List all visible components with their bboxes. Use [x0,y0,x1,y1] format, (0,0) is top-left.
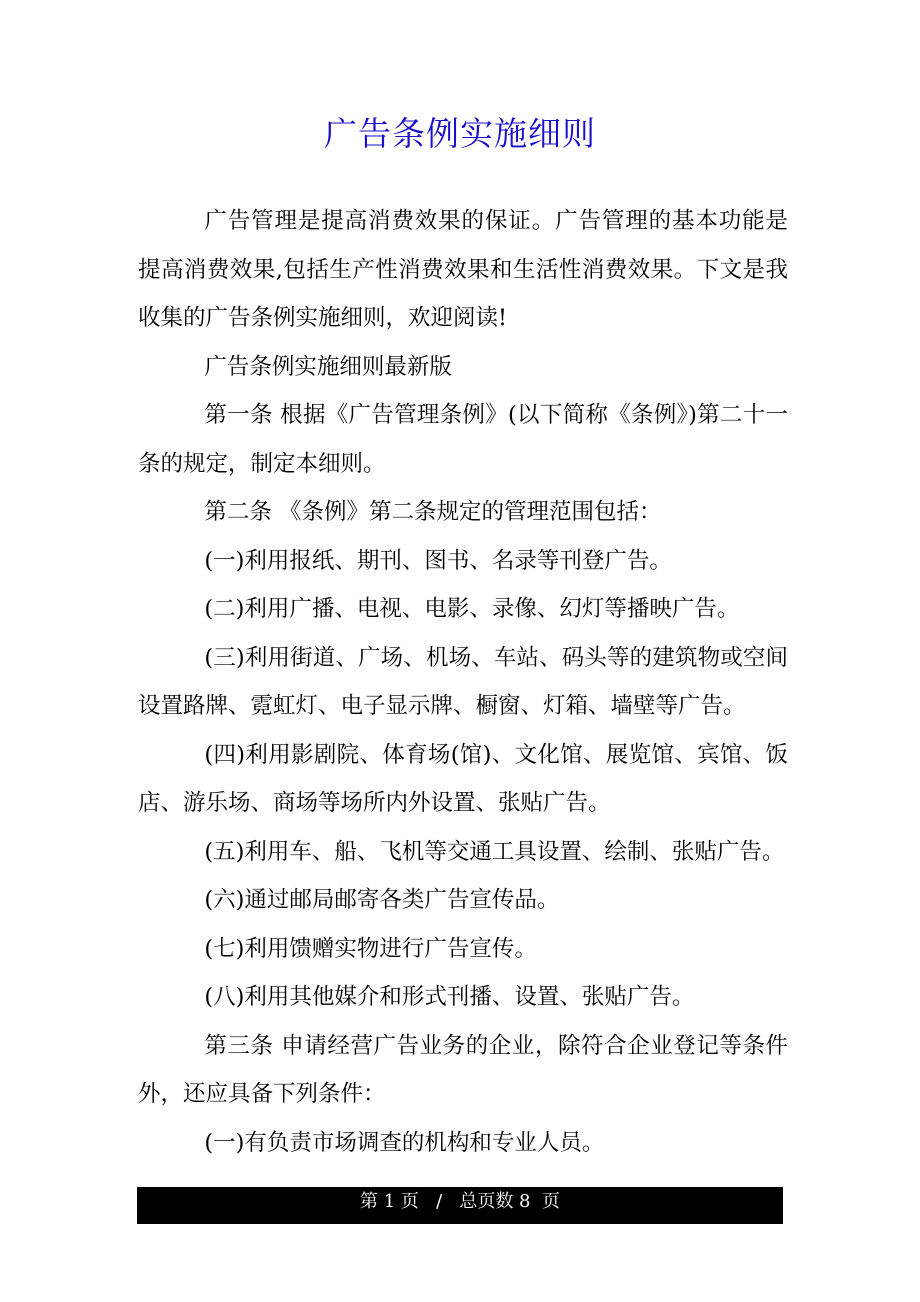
paragraph-item-4: (四)利用影剧院、体育场(馆)、文化馆、展览馆、宾馆、饭店、游乐场、商场等场所内外设置、张贴广告。 [138,741,788,816]
paragraph-subtitle: 广告条例实施细则最新版 [204,353,452,380]
page-footer: 第 1 页 / 总页数 8 页 [137,1187,783,1224]
paragraph-item-6: (六)通过邮局邮寄各类广告宣传品。 [204,887,560,913]
paragraph-article-1: 第一条 根据《广告管理条例》(以下简称《条例》)第二十一条的规定，制定本细则。 [138,402,788,477]
paragraph-item-7: (七)利用馈赠实物进行广告宣传。 [204,935,537,962]
paragraph-intro: 广告管理是提高消费效果的保证。广告管理的基本功能是提高消费效果,包括生产性消费效果和生活性消费效果。下文是我收集的广告条例实施细则，欢迎阅读! [138,208,788,331]
paragraph-item-2: (二)利用广播、电视、电影、录像、幻灯等播映广告。 [204,596,740,622]
paragraph-article-2: 第二条 《条例》第二条规定的管理范围包括： [204,499,662,525]
paragraph-article-3: 第三条 申请经营广告业务的企业，除符合企业登记等条件外，还应具备下列条件： [138,1032,788,1107]
paragraph-item-8: (八)利用其他媒介和形式刊播、设置、张贴广告。 [204,984,695,1010]
document-body [138,197,788,1167]
paragraph-item-3: (三)利用街道、广场、机场、车站、码头等的建筑物或空间设置路牌、霓虹灯、电子显示牌、橱窗、灯箱、墙壁等广告。 [138,644,788,719]
paragraph-item-5: (五)利用车、船、飞机等交通工具设置、绘制、张贴广告。 [204,838,785,865]
document-title: 广告条例实施细则 [324,114,596,153]
paragraph-item-1: (一)利用报纸、期刊、图书、名录等刊登广告。 [204,547,672,574]
paragraph-article-3-item-1: (一)有负责市场调查的机构和专业人员。 [204,1129,605,1156]
